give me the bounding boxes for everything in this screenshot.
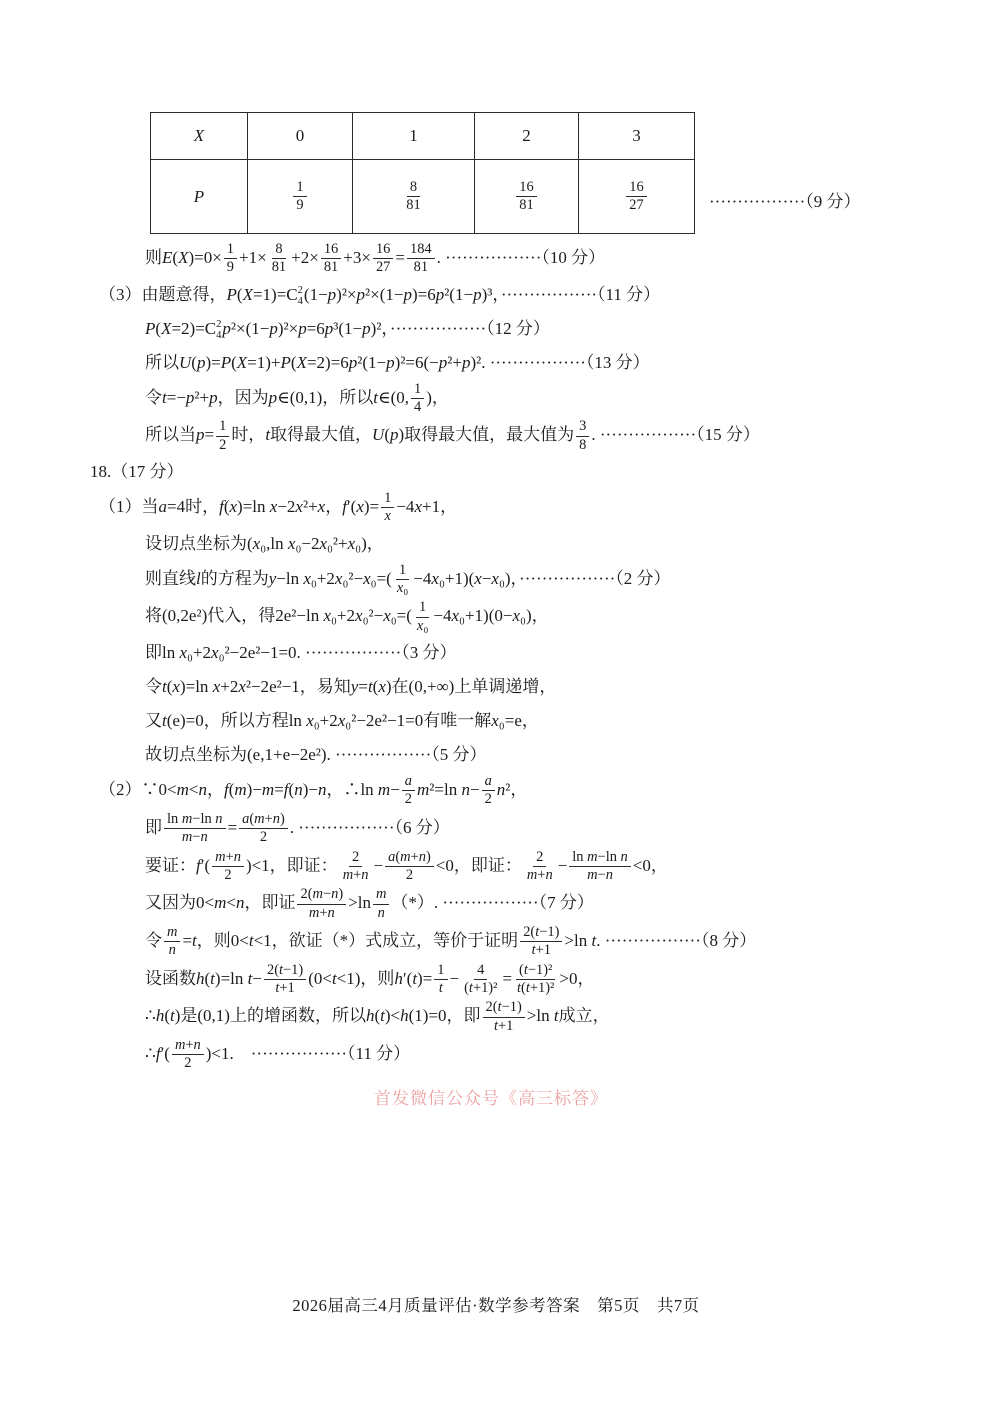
solution-line: P(X=2)=C 2 4 p²×(1−p)²×p=6p³(1−p)²，·················（12 分） [145,318,550,341]
fraction: $\frac{184}{81}$ [407,241,435,277]
solution-line: ∴h(t)是(0,1)上的增函数，所以h(t)<h(1)=0，即 $\frac{2(t-1)}{t+1}$ >ln t成立， [145,999,610,1034]
superscript-subscript: 2 4 [216,318,222,341]
solution-line: 即ln x₀+2x₀²−2e²−1=0. ·················（3 分） [145,643,457,663]
fraction: $\frac{16}{27}$ [626,179,646,215]
fraction: $\frac{m}{n}$ [164,924,180,960]
fraction: $\frac{a}{2}$ [482,773,495,809]
solution-line: 要证：f′( $\frac{m+n}{2}$ )<1，即证： $\frac{2}{m+n}$ − $\frac{a(m+n)}{2}$ <0，即证： $\frac{2}{m+n}$ − $\frac{\text{ln m−ln n}}{m-n}$ <0， [145,848,668,883]
fraction: $\frac{4}{\text{(t+1)²}}$ [464,961,498,996]
solution-line: 设函数h(t)=ln t− $\frac{2(t-1)}{t+1}$ (0<t<1)，则h′(t)= $\frac{1}{t}$ − $\frac{4}{\text{(t+1)²}}$ = $\frac{\text{(t−1)²}}{\text{t(t+1)²}}$ >0， [145,961,595,996]
fraction: $\frac{a}{2}$ [402,773,415,809]
fraction: $\frac{\text{ln m−ln n}}{m-n}$ [164,811,226,847]
solution-line: 又因为0<m<n，即证 $\frac{2(m-n)}{m+n}$ >ln $\frac{m}{n}$ （*）. ·················（7 分） [145,886,594,921]
fraction: $\frac{1}{x}$ [381,490,394,526]
fraction: $\frac{16}{27}$ [373,241,393,277]
table-cell-x-label [151,113,248,160]
table-cell-x-value: 0 [248,113,353,160]
solution-line: ∴f′( $\frac{m+n}{2}$ )<1. ·················（11 分） [145,1036,411,1072]
solution-line: 令 $\frac{m}{n}$ =t，则0<t<1，欲证（*）式成立，等价于证明 $\frac{2(t-1)}{t+1}$ >ln t. ·················（8 分） [145,923,757,959]
answer-content [0,112,992,1074]
fraction: $\frac{2(t-1)}{t+1}$ [264,962,306,998]
fraction: $\frac{3}{8}$ [576,418,589,454]
score-mark-9: ·················（9 分） [709,192,861,211]
fraction: $\frac{2(t-1)}{t+1}$ [520,924,562,960]
fraction: $\frac{2}{m+n}$ [526,848,553,883]
page-footer: 2026届高三4月质量评估·数学参考答案 第5页 共7页 [292,1296,700,1315]
solution-line: 令t=−p²+p，因为p∈(0,1)，所以t∈(0, $\frac{1}{4}$ )， [145,380,449,416]
table-cell-p-label [151,160,248,234]
x-label: X [193,126,205,145]
solution-line: 所以U(p)=P(X=1)+P(X=2)=6p²(1−p)²=6(−p²+p)². ·················（13 分） [145,352,650,372]
fraction: $\frac{8}{81}$ [271,241,287,276]
fraction: $\frac{\text{ln m−ln n}}{m-n}$ [569,849,631,885]
fraction: $\frac{2(m-n)}{m+n}$ [297,886,346,922]
fraction: $\frac{1}{9}$ [224,241,237,277]
solution-line: （1）当a=4时，f(x)=ln x−2x²+x，f′(x)= $\frac{1}{x}$ −4x+1， [99,490,458,525]
solution-line: （3）由题意得，P(X=1)=C 2 4 (1−p)²×p²×(1−p)=6p²(1−p)³，·················（11 分） [99,284,661,307]
fraction: $\frac{1}{t}$ [434,962,447,998]
fraction: $\frac{2}{m+n}$ [342,848,369,883]
solution-line: 将(0,2e²)代入，得2e²−ln x₀+2x₀²−x₀=( $\frac{1}{\text{x₀}}$ −4x₀+1)(0−x₀)， [145,599,549,634]
table-row-x [151,113,695,160]
fraction: $\frac{m+n}{2}$ [212,849,244,885]
fraction: $\frac{1}{2}$ [216,418,229,454]
fraction: $\frac{a(m+n)}{2}$ [239,811,288,847]
fraction: $\frac{1}{9}$ [293,179,306,215]
solution-line: 故切点坐标为(e,1+e−2e²). ·················（5 分） [145,745,487,765]
fraction: $\frac{1}{\text{x₀}}$ [396,561,409,597]
table-cell-p-value [248,160,353,234]
table-row-p [151,160,695,234]
table-cell-x-value: 1 [353,113,475,160]
watermark: 首发微信公众号《高三标答》 [374,1089,608,1108]
table-cell-p-value [579,160,695,234]
fraction: $\frac{16}{81}$ [516,179,536,215]
probability-distribution-table [150,112,695,234]
fraction: $\frac{m}{n}$ [373,886,389,922]
table-cell-p-value [475,160,579,234]
solution-line: 则E(X)=0× $\frac{1}{9}$ +1× $\frac{8}{81}$ +2× $\frac{16}{81}$ +3× $\frac{16}{27}$ = $\frac{184}{81}$ . ·················（10 分） [145,241,606,276]
fraction: $\frac{1}{4}$ [411,381,424,417]
fraction: $\frac{\text{(t−1)²}}{\text{t(t+1)²}}$ [517,961,555,996]
solution-line: 即 $\frac{\text{ln m−ln n}}{m-n}$ = $\frac{a(m+n)}{2}$ . ·················（6 分） [145,810,450,846]
table-cell-x-value: 2 [475,113,579,160]
fraction: $\frac{m+n}{2}$ [172,1037,204,1073]
solution-line: 18.（17 分） [90,462,184,482]
distribution-table-block [150,112,992,234]
solution-line: 所以当p= $\frac{1}{2}$ 时，t取得最大值，U(p)取得最大值，最大值为 $\frac{3}{8}$ . ·················（15 分） [145,418,760,453]
solution-lines [0,240,992,1074]
fraction: $\frac{2(t-1)}{t+1}$ [483,999,525,1035]
solution-line: 令t(x)=ln x+2x²−2e²−1，易知y=t(x)在(0,+∞)上单调递增， [145,677,557,697]
solution-line: 则直线l的方程为y−ln x₀+2x₀²−x₀=( $\frac{1}{\text{x₀}}$ −4x₀+1)(x−x₀)，·················（2 分） [145,561,671,597]
fraction: $\frac{16}{81}$ [321,241,341,277]
fraction: $\frac{8}{81}$ [406,178,421,213]
table-cell-p-value [353,160,475,234]
solution-line: 又t(e)=0，所以方程ln x₀+2x₀²−2e²−1=0有唯一解x₀=e， [145,711,539,731]
p-label: P [193,186,205,206]
superscript-subscript: 2 4 [297,284,303,307]
fraction: $\frac{1}{\text{x₀}}$ [416,599,429,634]
table-cell-x-value: 3 [579,113,695,160]
solution-line: （2）∵0<m<n，f(m)−m=f(n)−n，∴ln m− $\frac{a}{2}$ m²=ln n− $\frac{a}{2}$ n²， [99,773,528,808]
fraction: $\frac{a(m+n)}{2}$ [385,849,434,885]
solution-line: 设切点坐标为(x₀,ln x₀−2x₀²+x₀)， [145,533,384,553]
